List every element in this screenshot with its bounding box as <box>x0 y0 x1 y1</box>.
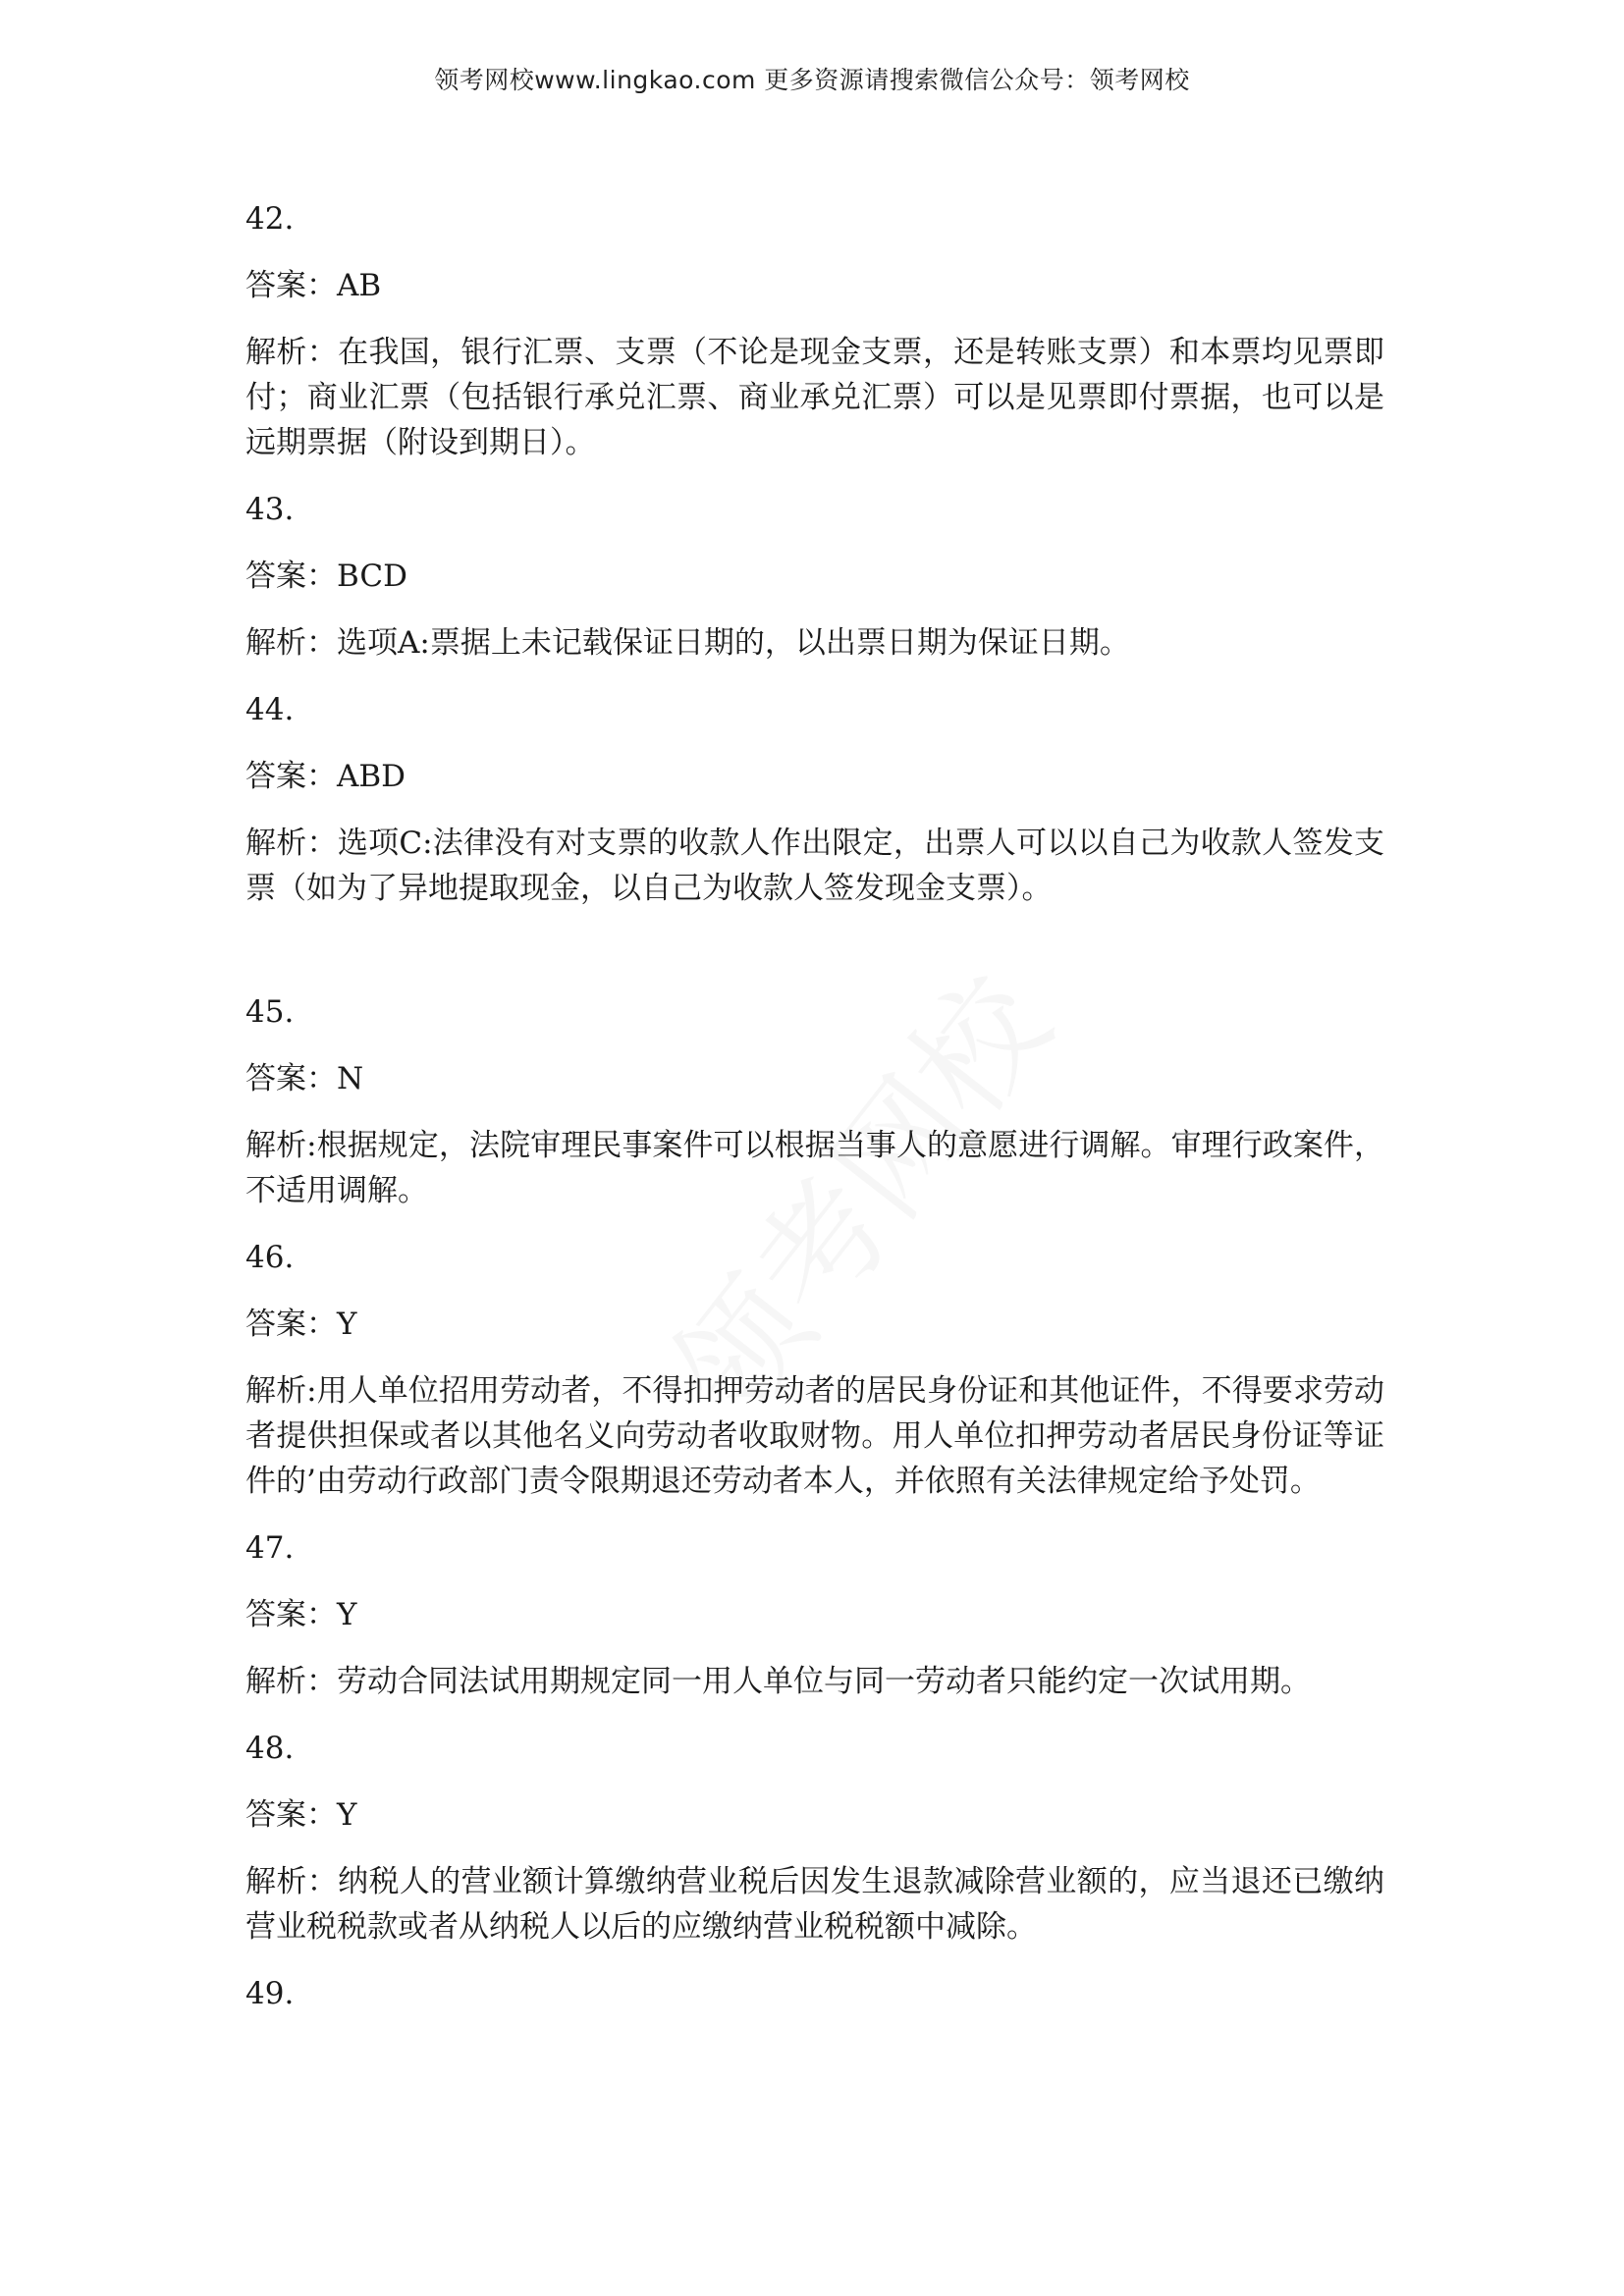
answer-line: 答案：BCD <box>245 559 407 594</box>
answer-line: 答案：AB <box>245 268 382 303</box>
explanation-text: 解析：选项C:法律没有对支票的收款人作出限定，出票人可以以自己为收款人签发支票（如为了异地提取现金，以自己为收款人签发现金支票）。 <box>245 826 1384 906</box>
question-number: 47. <box>245 1530 295 1566</box>
question-number: 44. <box>245 692 295 727</box>
document-body <box>245 196 1384 2038</box>
explanation-text: 解析：劳动合同法试用期规定同一用人单位与同一劳动者只能约定一次试用期。 <box>245 1664 1311 1699</box>
question-number: 45. <box>245 994 295 1030</box>
question-block-49 <box>245 1971 1384 2016</box>
explanation-text: 解析:用人单位招用劳动者，不得扣押劳动者的居民身份证和其他证件，不得要求劳动者提供担保或者以其他名义向劳动者收取财物。用人单位扣押劳动者居民身份证等证件的’由劳动行政部门责令限期退还劳动者本人，并依照有关法律规定给予处罚。 <box>245 1373 1384 1499</box>
answer-line: 答案：Y <box>245 1797 357 1833</box>
question-block-45 <box>245 989 1384 1213</box>
question-block-46 <box>245 1235 1384 1504</box>
question-block-44 <box>245 687 1384 911</box>
answer-line: 答案：ABD <box>245 759 406 794</box>
explanation-text: 解析：纳税人的营业额计算缴纳营业税后因发生退款减除营业额的，应当退还已缴纳营业税税款或者从纳税人以后的应缴纳营业税税额中减除。 <box>245 1864 1384 1945</box>
explanation-text: 解析:根据规定，法院审理民事案件可以根据当事人的意愿进行调解。审理行政案件，不适用调解。 <box>245 1128 1384 1208</box>
question-block-43 <box>245 487 1384 666</box>
page-header: 领考网校www.lingkao.com 更多资源请搜索微信公众号：领考网校 <box>434 66 1190 94</box>
explanation-text: 解析：在我国，银行汇票、支票（不论是现金支票，还是转账支票）和本票均见票即付；商业汇票（包括银行承兑汇票、商业承兑汇票）可以是见票即付票据，也可以是远期票据（附设到期日）。 <box>245 335 1384 460</box>
question-number: 49. <box>245 1976 295 2011</box>
question-number: 48. <box>245 1731 295 1766</box>
question-number: 46. <box>245 1240 295 1275</box>
answer-line: 答案：N <box>245 1061 364 1096</box>
question-number: 42. <box>245 201 295 237</box>
explanation-text: 解析：选项A:票据上未记载保证日期的，以出票日期为保证日期。 <box>245 625 1130 661</box>
question-number: 43. <box>245 492 295 527</box>
answer-line: 答案：Y <box>245 1597 357 1632</box>
question-block-48 <box>245 1726 1384 1949</box>
question-block-42 <box>245 196 1384 465</box>
question-block-47 <box>245 1525 1384 1704</box>
answer-line: 答案：Y <box>245 1307 357 1342</box>
